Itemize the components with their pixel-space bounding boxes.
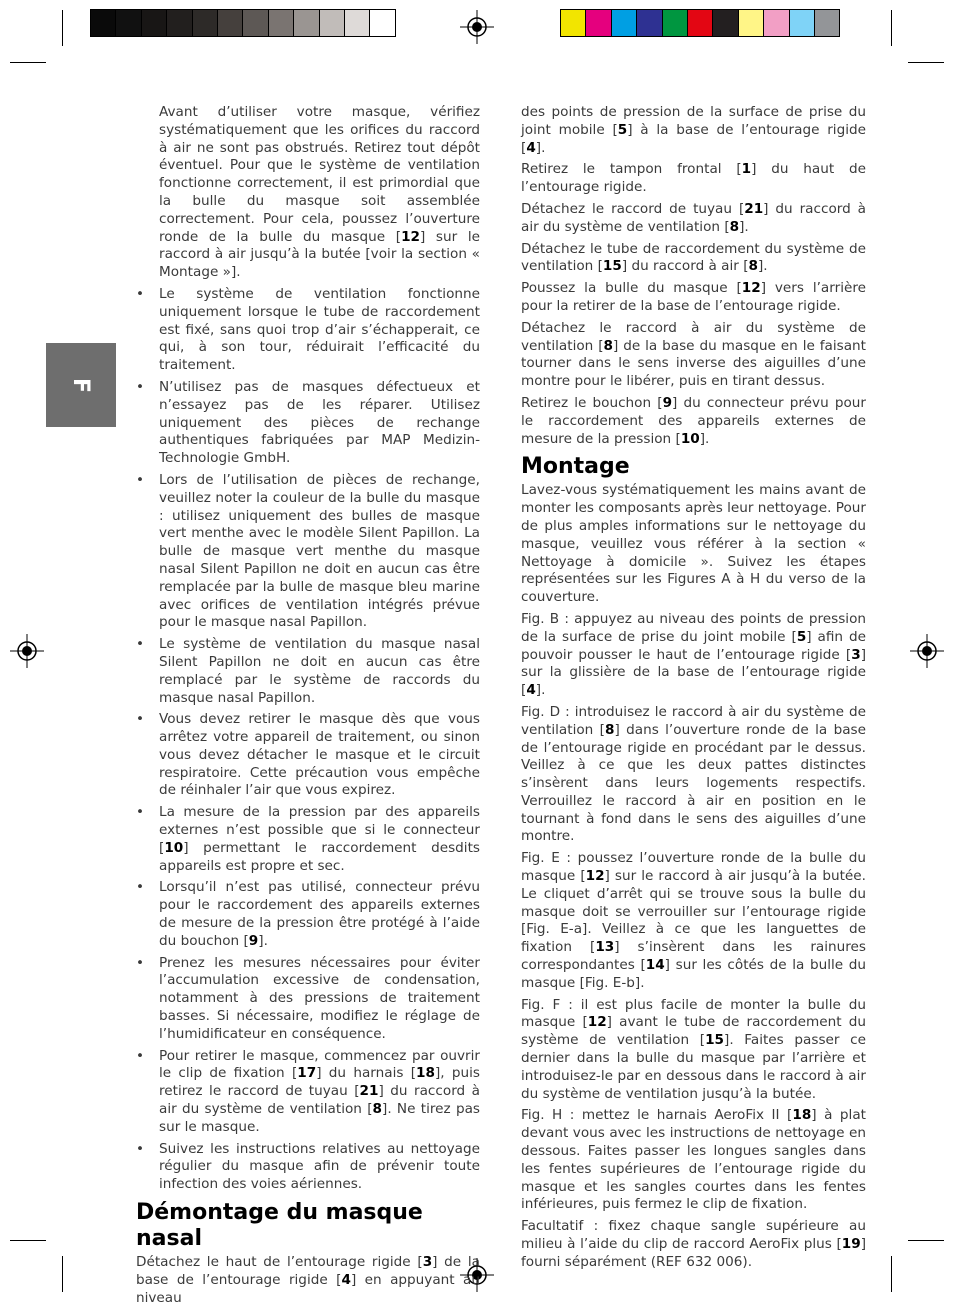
part-reference-number: 14 <box>645 957 665 974</box>
color-swatch <box>116 10 141 36</box>
montage-step: Lavez-vous systématiquement les mains avant de monter les composants après leur nettoyage. Pour de plus amples informations sur le nettoyage du masque, veuillez vous référer à la section « Nettoyage à domicile ». Suivez les étapes représentées sur les Figures A à H du verso de la couverture. <box>521 482 866 606</box>
section-heading-demontage: Démontage du masque nasal <box>136 1200 423 1252</box>
grayscale-color-bar <box>90 9 396 37</box>
part-reference-number: 12 <box>587 1014 607 1031</box>
list-item: • Lorsqu’il n’est pas utilisé, connecteur prévu pour le raccordement des appareils externes de mesure de la pression être protégé à l’aide du bouchon [9]. <box>136 879 480 950</box>
part-reference-number: 3 <box>422 1254 433 1271</box>
list-item: • Vous devez retirer le masque dès que vous arrêtez votre appareil de traitement, ou sinon vous devez détacher le masque et le circuit respiratoire. Cette précaution vous empêche de réinhaler l’air que vous expirez. <box>136 711 480 800</box>
color-swatch <box>167 10 192 36</box>
color-swatch <box>739 10 764 36</box>
demontage-step: Détachez le raccord de tuyau [21] du raccord à air du système de ventilation [8]. <box>521 200 866 235</box>
color-swatch <box>243 10 268 36</box>
part-reference-number: 4 <box>341 1271 351 1288</box>
demontage-step: des points de pression de la surface de prise du joint mobile [5] à la base de l’entourage rigide [4]. <box>521 104 866 156</box>
part-reference-number: 12 <box>741 280 761 297</box>
demontage-step: Détachez le raccord à air du système de ventilation [8] de la base du masque en le faisant tourner dans le sens inverse des aiguilles d’une montre pour le libérer, puis en tirant dessus. <box>521 319 866 390</box>
crop-mark <box>10 62 46 63</box>
list-item: • Le système de ventilation fonctionne uniquement lorsque le tube de raccordement est fixé, sans quoi trop d’air s’échapperait, ce qui, à son tour, réduirait l’efficacité du traitement. <box>136 286 480 375</box>
crop-mark <box>10 1240 46 1241</box>
part-reference-number: 9 <box>662 394 673 411</box>
part-reference-number: 13 <box>595 939 615 956</box>
color-swatch <box>91 10 116 36</box>
color-swatch <box>815 10 839 36</box>
color-swatch <box>142 10 167 36</box>
color-swatch <box>612 10 637 36</box>
part-reference-number: 15 <box>705 1032 724 1049</box>
intro-paragraph: Avant d’utiliser votre masque, vérifiez systématiquement que les orifices du raccord à air ne sont pas obstrués. Retirez tout dépôt éventuel. Pour que le système de ventilation fonctionne correctement, il est primordial que la bulle du masque soit assemblée correctement. Pour cela, poussez l’ouverture ronde de la bulle du masque [12] sur le raccord à air jusqu’à la butée [voir la section « Montage »]. <box>159 104 480 281</box>
color-swatch <box>320 10 345 36</box>
warnings-list <box>136 286 480 1194</box>
part-reference-number: 8 <box>604 721 615 738</box>
color-swatch <box>370 10 394 36</box>
list-item: • Pour retirer le masque, commencez par ouvrir le clip de fixation [17] du harnais [18], puis retirez le raccord de tuyau [21] du raccord à air du système de ventilation [8]. Ne tirez pas sur le masque. <box>136 1048 480 1137</box>
part-reference-number: 19 <box>841 1236 861 1253</box>
part-reference-number: 1 <box>741 161 752 178</box>
montage-step: Facultatif : fixez chaque sangle supérieure au milieu à l’aide du clip de raccord AeroFix plus [19] fourni séparément (REF 632 006). <box>521 1218 866 1270</box>
part-reference-number: 8 <box>372 1101 382 1118</box>
color-swatch <box>561 10 586 36</box>
list-item: • Lors de l’utilisation de pièces de rechange, veuillez noter la couleur de la bulle du masque : utilisez uniquement des bulles de masque vert menthe avec le modèle Silent Papillon. La bulle de masque vert menthe du masque nasal Silent Papillon ne doit en aucun cas être remplacée par la bulle de masque bleu marine avec orifices de ventilation intégrés prévue pour le masque nasal Papillon. <box>136 472 480 632</box>
part-reference-number: 12 <box>401 228 420 245</box>
crop-mark <box>908 62 944 63</box>
part-reference-number: 10 <box>164 839 184 856</box>
part-reference-number: 9 <box>248 932 259 949</box>
color-swatch <box>688 10 713 36</box>
montage-step: Fig. H : mettez le harnais AeroFix II [18] à plat devant vous avec les instructions de nettoyage en dessous. Faites passer les longues sangles dans les fentes supérieures de l’entourage rigide du masque et les sangles courtes dans les fentes inférieures, puis fermez le clip de fixation. <box>521 1107 866 1213</box>
montage-step: Fig. F : il est plus facile de monter la bulle du masque [12] avant le tube de raccordement du système de ventilation [15]. Faites passer ce dernier dans la bulle du masque par l’arrière et introduisez-le par en dessous dans le raccord à air du système de ventilation jusqu’à la butée. <box>521 996 867 1102</box>
part-reference-number: 21 <box>744 200 764 217</box>
crop-mark <box>62 1256 63 1292</box>
right-column <box>521 104 866 1276</box>
left-column <box>136 104 480 1311</box>
color-swatch <box>790 10 815 36</box>
part-reference-number: 8 <box>729 218 740 235</box>
language-tab-label: F <box>68 377 94 393</box>
color-swatch <box>269 10 294 36</box>
color-swatch <box>663 10 688 36</box>
registration-mark-icon <box>910 634 944 668</box>
registration-mark-icon <box>10 634 44 668</box>
language-tab <box>46 343 116 427</box>
part-reference-number: 8 <box>748 258 758 275</box>
crop-mark <box>891 10 892 46</box>
crop-mark <box>62 10 63 46</box>
part-reference-number: 12 <box>585 868 605 885</box>
part-reference-number: 8 <box>603 337 613 354</box>
demontage-step: Poussez la bulle du masque [12] vers l’arrière pour la retirer de la base de l’entourage rigide. <box>521 280 866 314</box>
list-item: • Le système de ventilation du masque nasal Silent Papillon ne doit en aucun cas être remplacé par le système de raccords du masque nasal Papillon. <box>136 636 480 707</box>
list-item: • N’utilisez pas de masques défectueux et n’essayez pas de les réparer. Utilisez uniquement des pièces de rechange authentiques fabriquées par MAP Medizin-Technologie GmbH. <box>136 379 480 468</box>
process-color-bar <box>560 9 840 37</box>
part-reference-number: 5 <box>617 121 628 138</box>
color-swatch <box>637 10 662 36</box>
color-swatch <box>764 10 789 36</box>
color-swatch <box>294 10 319 36</box>
color-swatch <box>586 10 611 36</box>
part-reference-number: 21 <box>359 1083 379 1100</box>
part-reference-number: 18 <box>416 1065 435 1082</box>
list-item: • Suivez les instructions relatives au nettoyage régulier du masque afin de prévenir toute infection des voies aériennes. <box>136 1141 480 1194</box>
demontage-step: Détachez le tube de raccordement du système de ventilation [15] du raccord à air [8]. <box>521 240 866 275</box>
crop-mark <box>891 1256 892 1292</box>
color-swatch <box>713 10 738 36</box>
demontage-step: Retirez le tampon frontal [1] du haut de l’entourage rigide. <box>521 161 866 196</box>
part-reference-number: 10 <box>680 430 700 447</box>
part-reference-number: 15 <box>602 258 622 275</box>
part-reference-number: 4 <box>526 682 536 699</box>
color-swatch <box>218 10 243 36</box>
demontage-step: Retirez le bouchon [9] du connecteur prévu pour le raccordement des appareils externes de mesure de la pression [10]. <box>521 394 866 447</box>
color-swatch <box>345 10 370 36</box>
crop-mark <box>908 1240 944 1241</box>
section-heading-montage: Montage <box>521 454 630 480</box>
montage-step: Fig. B : appuyez au niveau des points de pression de la surface de prise du joint mobile [5] afin de pouvoir pousser le haut de l’entourage rigide [3] sur la glissière de la base de l’entourage rigide [4]. <box>521 610 866 699</box>
color-swatch <box>193 10 218 36</box>
demontage-paragraph: Détachez le haut de l’entourage rigide [3] de la base de l’entourage rigide [4] en appuyant au niveau <box>136 1254 480 1306</box>
registration-mark-icon <box>460 10 494 44</box>
montage-step: Fig. E : poussez l’ouverture ronde de la bulle du masque [12] sur le raccord à air jusqu’à la butée. Le cliquet d’arrêt qui se trouve sous la bulle du masque doit se verrouiller sur l’entourage rigide [Fig. E-a]. Veillez à ce que les languettes de fixation [13] s’insèrent dans les rainures correspondantes [14] sur les côtés de la bulle du masque [Fig. E-b]. <box>521 850 867 991</box>
list-item: • La mesure de la pression par des appareils externes n’est possible que si le connecteur [10] permettant le raccordement desdits appareils est propre et sec. <box>136 804 480 875</box>
part-reference-number: 17 <box>297 1065 317 1082</box>
part-reference-number: 4 <box>526 139 536 156</box>
part-reference-number: 5 <box>796 628 807 645</box>
part-reference-number: 18 <box>792 1107 812 1124</box>
list-item: • Prenez les mesures nécessaires pour éviter l’accumulation excessive de condensation, notamment à des pressions de traitement basses. Si nécessaire, modifiez le réglage de l’humidificateur en conséquence. <box>136 955 480 1044</box>
montage-step: Fig. D : introduisez le raccord à air du système de ventilation [8] dans l’ouverture ronde de la base de l’entourage rigide en procédant par le dessus. Veillez à ce que les deux pattes distinctes s’insèrent dans leurs logements respectifs. Verrouillez le raccord à air en position en le tournant à fond dans le sens des aiguilles d’une montre. <box>521 703 866 845</box>
part-reference-number: 3 <box>851 646 861 663</box>
